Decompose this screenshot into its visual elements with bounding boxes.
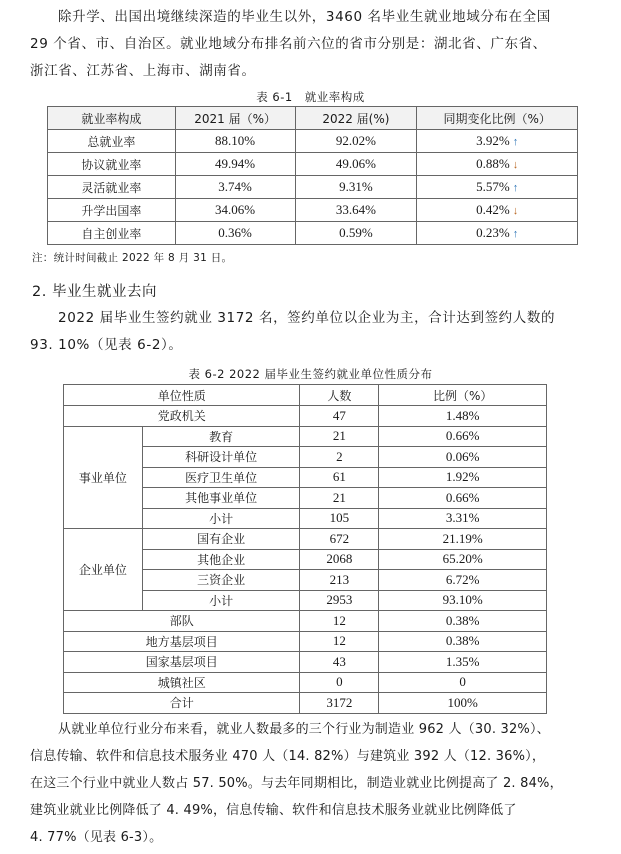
table-row xyxy=(64,611,547,632)
table-row xyxy=(64,652,547,673)
unit-count: 2953 xyxy=(300,590,379,611)
rate-2021: 34.06% xyxy=(175,199,295,222)
unit-ratio: 1.48% xyxy=(379,406,547,427)
unit-count: 12 xyxy=(300,611,379,632)
arrow-down-icon: ↓ xyxy=(512,159,519,171)
table1-caption: 表 6-1 就业率构成 xyxy=(256,90,365,104)
unit-ratio: 0.38% xyxy=(379,611,547,632)
unit-name: 党政机关 xyxy=(64,406,300,427)
unit-count: 12 xyxy=(300,631,379,652)
table-header-row xyxy=(64,385,547,406)
unit-count: 61 xyxy=(300,467,379,488)
unit-ratio: 93.10% xyxy=(379,590,547,611)
arrow-up-icon: ↑ xyxy=(512,182,519,194)
signing-paragraph xyxy=(30,305,590,359)
group-enterprises: 企业单位 xyxy=(64,529,143,611)
rate-2022: 92.02% xyxy=(295,130,417,153)
unit-name: 城镇社区 xyxy=(64,672,300,693)
unit-ratio: 0.66% xyxy=(379,488,547,509)
unit-name: 小计 xyxy=(142,508,300,529)
unit-name: 教育 xyxy=(142,426,300,447)
employment-rate-table xyxy=(47,106,578,245)
table-row xyxy=(48,222,578,245)
intro-line-2: 29 个省、市、自治区。就业地域分布排名前六位的省市分别是：湖北省、广东省、 xyxy=(30,36,547,52)
unit-name: 三资企业 xyxy=(142,570,300,591)
unit-count: 0 xyxy=(300,672,379,693)
table-row xyxy=(48,153,578,176)
employer-type-table xyxy=(63,384,547,714)
rate-2021: 3.74% xyxy=(175,176,295,199)
intro-line-1: 除升学、出国出境继续深造的毕业生以外，3460 名毕业生就业地域分布在全国 xyxy=(58,9,551,25)
unit-ratio: 1.35% xyxy=(379,652,547,673)
section-heading: 2. 毕业生就业去向 xyxy=(32,284,157,300)
unit-ratio: 0.06% xyxy=(379,447,547,468)
table-row xyxy=(64,529,547,550)
industry-line-4: 建筑业就业比例降低了 4. 49%，信息传输、软件和信息技术服务业就业比例降低了 xyxy=(30,803,517,818)
rate-2021: 88.10% xyxy=(175,130,295,153)
header-composition: 就业率构成 xyxy=(48,107,176,130)
signing-line-2: 93. 10%（见表 6-2）。 xyxy=(30,337,183,353)
unit-ratio: 65.20% xyxy=(379,549,547,570)
unit-name: 医疗卫生单位 xyxy=(142,467,300,488)
unit-name: 合计 xyxy=(64,693,300,714)
rate-change: 0.42% ↓ xyxy=(417,199,578,222)
table-row xyxy=(64,631,547,652)
header-count: 人数 xyxy=(300,385,379,406)
rate-change: 0.88% ↓ xyxy=(417,153,578,176)
unit-name: 科研设计单位 xyxy=(142,447,300,468)
unit-ratio: 0.38% xyxy=(379,631,547,652)
unit-name: 地方基层项目 xyxy=(64,631,300,652)
table-row xyxy=(64,426,547,447)
unit-ratio: 0 xyxy=(379,672,547,693)
industry-line-3: 在这三个行业中就业人数占 57. 50%。与去年同期相比，制造业就业比例提高了 2. 84%， xyxy=(30,776,563,791)
rate-change: 3.92% ↑ xyxy=(417,130,578,153)
arrow-up-icon: ↑ xyxy=(512,228,519,240)
unit-count: 213 xyxy=(300,570,379,591)
signing-line-1: 2022 届毕业生签约就业 3172 名，签约单位以企业为主，合计达到签约人数的 xyxy=(58,310,556,326)
unit-name: 其他事业单位 xyxy=(142,488,300,509)
table-row xyxy=(48,199,578,222)
unit-count: 47 xyxy=(300,406,379,427)
unit-ratio: 21.19% xyxy=(379,529,547,550)
intro-paragraph xyxy=(30,4,590,85)
header-ratio: 比例（%） xyxy=(379,385,547,406)
unit-count: 2 xyxy=(300,447,379,468)
group-public-institutions: 事业单位 xyxy=(64,426,143,529)
unit-ratio: 6.72% xyxy=(379,570,547,591)
unit-name: 小计 xyxy=(142,590,300,611)
unit-count: 21 xyxy=(300,488,379,509)
rate-2022: 0.59% xyxy=(295,222,417,245)
rate-2021: 49.94% xyxy=(175,153,295,176)
industry-paragraph xyxy=(30,716,590,851)
unit-count: 3172 xyxy=(300,693,379,714)
table-header-row xyxy=(48,107,578,130)
unit-count: 672 xyxy=(300,529,379,550)
rate-name: 自主创业率 xyxy=(48,222,176,245)
header-change: 同期变化比例（%） xyxy=(417,107,578,130)
unit-ratio: 1.92% xyxy=(379,467,547,488)
header-2022: 2022 届(%) xyxy=(295,107,417,130)
table-row xyxy=(48,130,578,153)
table-row xyxy=(64,672,547,693)
rate-2021: 0.36% xyxy=(175,222,295,245)
rate-change: 0.23% ↑ xyxy=(417,222,578,245)
rate-2022: 33.64% xyxy=(295,199,417,222)
table2-caption: 表 6-2 2022 届毕业生签约就业单位性质分布 xyxy=(188,367,433,381)
unit-ratio: 0.66% xyxy=(379,426,547,447)
industry-line-5: 4. 77%（见表 6-3）。 xyxy=(30,830,163,845)
arrow-down-icon: ↓ xyxy=(512,205,519,217)
unit-name: 国家基层项目 xyxy=(64,652,300,673)
unit-ratio: 3.31% xyxy=(379,508,547,529)
unit-name: 部队 xyxy=(64,611,300,632)
table1-note: 注：统计时间截止 2022 年 8 月 31 日。 xyxy=(32,252,233,264)
unit-name: 其他企业 xyxy=(142,549,300,570)
arrow-up-icon: ↑ xyxy=(512,136,519,148)
table-row-total xyxy=(64,693,547,714)
table-row xyxy=(48,176,578,199)
rate-name: 灵活就业率 xyxy=(48,176,176,199)
rate-name: 协议就业率 xyxy=(48,153,176,176)
rate-name: 升学出国率 xyxy=(48,199,176,222)
table-row xyxy=(64,406,547,427)
header-2021: 2021 届（%） xyxy=(175,107,295,130)
rate-2022: 9.31% xyxy=(295,176,417,199)
header-unit-type: 单位性质 xyxy=(64,385,300,406)
unit-count: 105 xyxy=(300,508,379,529)
unit-count: 2068 xyxy=(300,549,379,570)
unit-ratio: 100% xyxy=(379,693,547,714)
industry-line-1: 从就业单位行业分布来看，就业人数最多的三个行业为制造业 962 人（30. 32%）、 xyxy=(58,722,550,737)
rate-2022: 49.06% xyxy=(295,153,417,176)
unit-name: 国有企业 xyxy=(142,529,300,550)
unit-count: 43 xyxy=(300,652,379,673)
rate-name: 总就业率 xyxy=(48,130,176,153)
industry-line-2: 信息传输、软件和信息技术服务业 470 人（14. 82%）与建筑业 392 人（12. 36%）， xyxy=(30,749,546,764)
intro-line-3: 浙江省、江苏省、上海市、湖南省。 xyxy=(30,63,256,79)
unit-count: 21 xyxy=(300,426,379,447)
rate-change: 5.57% ↑ xyxy=(417,176,578,199)
